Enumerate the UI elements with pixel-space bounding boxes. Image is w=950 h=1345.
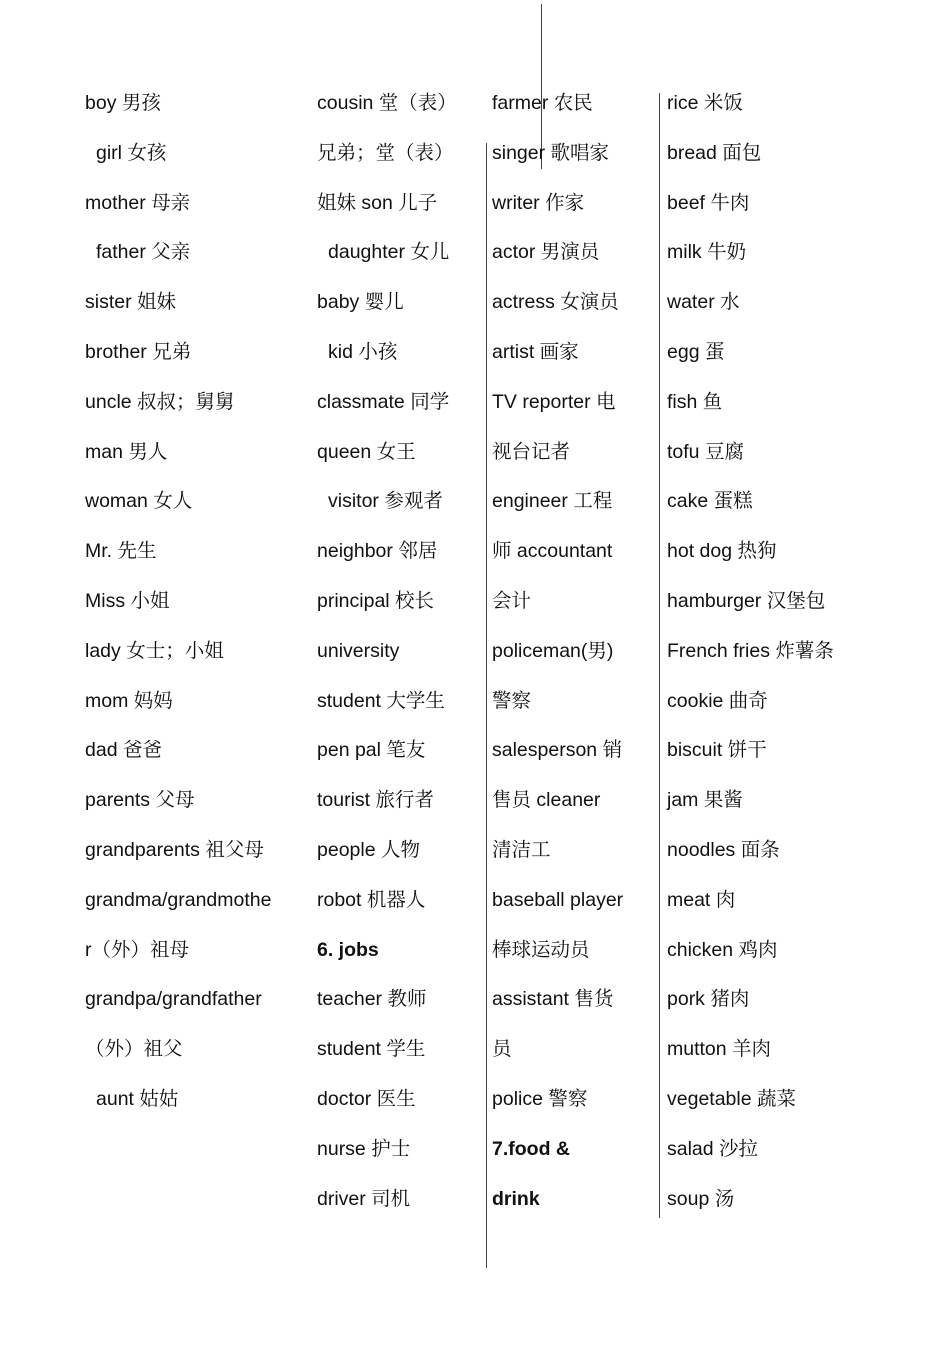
- vocab-entry: chicken 鸡肉: [667, 938, 778, 961]
- vocab-entry: soup 汤: [667, 1187, 735, 1210]
- vocab-entry: singer 歌唱家: [492, 141, 610, 164]
- word-column-3: [492, 88, 642, 1233]
- word-column-1: [85, 88, 305, 1134]
- vocab-entry: vegetable 蔬菜: [667, 1087, 796, 1110]
- vocab-entry: student 学生: [317, 1038, 426, 1061]
- vocab-entry: parents 父母: [85, 789, 195, 812]
- vocab-entry: woman 女人: [85, 490, 193, 513]
- vocab-entry: biscuit 饼干: [667, 739, 767, 762]
- vocab-entry: kid 小孩: [328, 340, 398, 363]
- vocab-entry: 清洁工: [492, 838, 551, 861]
- vocab-entry: writer 作家: [492, 191, 585, 214]
- vocab-entry: assistant 售货: [492, 988, 614, 1011]
- vocab-entry: rice 米饭: [667, 92, 743, 114]
- word-column-4: [667, 88, 897, 1233]
- vocab-entry: doctor 医生: [317, 1087, 416, 1110]
- vocab-entry: father 父亲: [96, 241, 191, 264]
- vocab-entry: 警察: [492, 689, 532, 712]
- vocab-entry: robot 机器人: [317, 888, 426, 911]
- vocab-entry: daughter 女儿: [328, 241, 450, 264]
- vocab-entry: cake 蛋糕: [667, 490, 753, 513]
- vocab-entry: engineer 工程: [492, 490, 613, 513]
- vocab-entry: classmate 同学: [317, 390, 450, 413]
- vocab-entry: Miss 小姐: [85, 589, 170, 612]
- vocab-entry: 员: [492, 1038, 512, 1061]
- vocab-entry: noodles 面条: [667, 838, 780, 861]
- vocab-entry: artist 画家: [492, 340, 579, 363]
- vocab-entry: visitor 参观者: [328, 490, 443, 513]
- vocab-entry: TV reporter 电: [492, 390, 616, 413]
- vocab-entry: baseball player: [492, 888, 624, 911]
- vocab-entry: lady 女士；小姐: [85, 639, 224, 662]
- vocab-entry: grandpa/grandfather: [85, 988, 262, 1011]
- vocab-entry: meat 肉: [667, 888, 736, 911]
- vocab-entry: dad 爸爸: [85, 739, 162, 762]
- vocab-entry: driver 司机: [317, 1187, 411, 1210]
- vocab-entry: cousin 堂（表）: [317, 92, 457, 114]
- vocab-entry: beef 牛肉: [667, 191, 750, 214]
- vocab-entry: grandma/grandmothe: [85, 888, 272, 911]
- section-heading: 7.food &: [492, 1137, 570, 1160]
- vocab-entry: police 警察: [492, 1087, 588, 1110]
- vocab-entry: 兄弟；堂（表）: [317, 141, 454, 164]
- vocab-entry: policeman(男): [492, 639, 614, 662]
- vocab-entry: man 男人: [85, 440, 168, 463]
- vocab-entry: 师 accountant: [492, 540, 613, 563]
- vocab-entry: actor 男演员: [492, 241, 600, 264]
- vocab-entry: tofu 豆腐: [667, 440, 744, 463]
- vocab-entry: mutton 羊肉: [667, 1038, 772, 1061]
- vocab-entry: queen 女王: [317, 440, 416, 463]
- vocab-entry: cookie 曲奇: [667, 689, 768, 712]
- vocab-entry: Mr. 先生: [85, 540, 157, 563]
- vocab-entry: neighbor 邻居: [317, 540, 438, 563]
- vocab-entry: 售员 cleaner: [492, 789, 601, 812]
- vocab-entry: 视台记者: [492, 440, 571, 463]
- vocab-entry: university: [317, 639, 400, 662]
- vocab-entry: farmer 农民: [492, 92, 593, 114]
- vocab-entry: uncle 叔叔；舅舅: [85, 390, 235, 413]
- vocab-entry: mother 母亲: [85, 191, 191, 214]
- vocab-entry: principal 校长: [317, 589, 435, 612]
- vocab-entry: salesperson 销: [492, 739, 623, 762]
- vocab-entry: egg 蛋: [667, 340, 725, 363]
- vocab-entry: brother 兄弟: [85, 340, 192, 363]
- vocab-entry: hamburger 汉堡包: [667, 589, 826, 612]
- vocab-entry: tourist 旅行者: [317, 789, 435, 812]
- vocab-entry: aunt 姑姑: [96, 1087, 179, 1110]
- vocab-entry: teacher 教师: [317, 988, 427, 1011]
- section-heading: 6. jobs: [317, 938, 379, 961]
- vocab-entry: pork 猪肉: [667, 988, 750, 1011]
- vocab-entry: student 大学生: [317, 689, 445, 712]
- column-divider-left: [486, 143, 487, 1268]
- vocab-entry: fish 鱼: [667, 390, 723, 413]
- section-heading: drink: [492, 1187, 540, 1210]
- word-column-2: [317, 88, 477, 1233]
- vocab-entry: milk 牛奶: [667, 241, 747, 264]
- vocab-entry: salad 沙拉: [667, 1137, 759, 1160]
- vocab-entry: grandparents 祖父母: [85, 838, 264, 861]
- vocab-entry: 棒球运动员: [492, 938, 590, 961]
- vocab-entry: pen pal 笔友: [317, 739, 426, 762]
- vocab-entry: 姐妹 son 儿子: [317, 191, 438, 214]
- vocab-entry: hot dog 热狗: [667, 540, 777, 563]
- vocab-entry: （外）祖父: [85, 1038, 183, 1061]
- vocab-entry: bread 面包: [667, 141, 762, 164]
- vocab-entry: water 水: [667, 291, 740, 314]
- column-divider-right: [659, 93, 660, 1218]
- vocab-entry: people 人物: [317, 838, 420, 861]
- vocab-entry: actress 女演员: [492, 291, 619, 314]
- vocab-entry: mom 妈妈: [85, 689, 173, 712]
- vocab-entry: girl 女孩: [96, 141, 167, 164]
- vocab-entry: sister 姐妹: [85, 291, 177, 314]
- vocab-entry: nurse 护士: [317, 1137, 411, 1160]
- vocab-entry: French fries 炸薯条: [667, 639, 834, 662]
- vocab-entry: r（外）祖母: [85, 938, 189, 961]
- vocab-entry: 会计: [492, 589, 532, 612]
- vocab-entry: baby 婴儿: [317, 291, 404, 314]
- vocab-entry: jam 果酱: [667, 789, 743, 812]
- vocab-entry: boy 男孩: [85, 92, 161, 114]
